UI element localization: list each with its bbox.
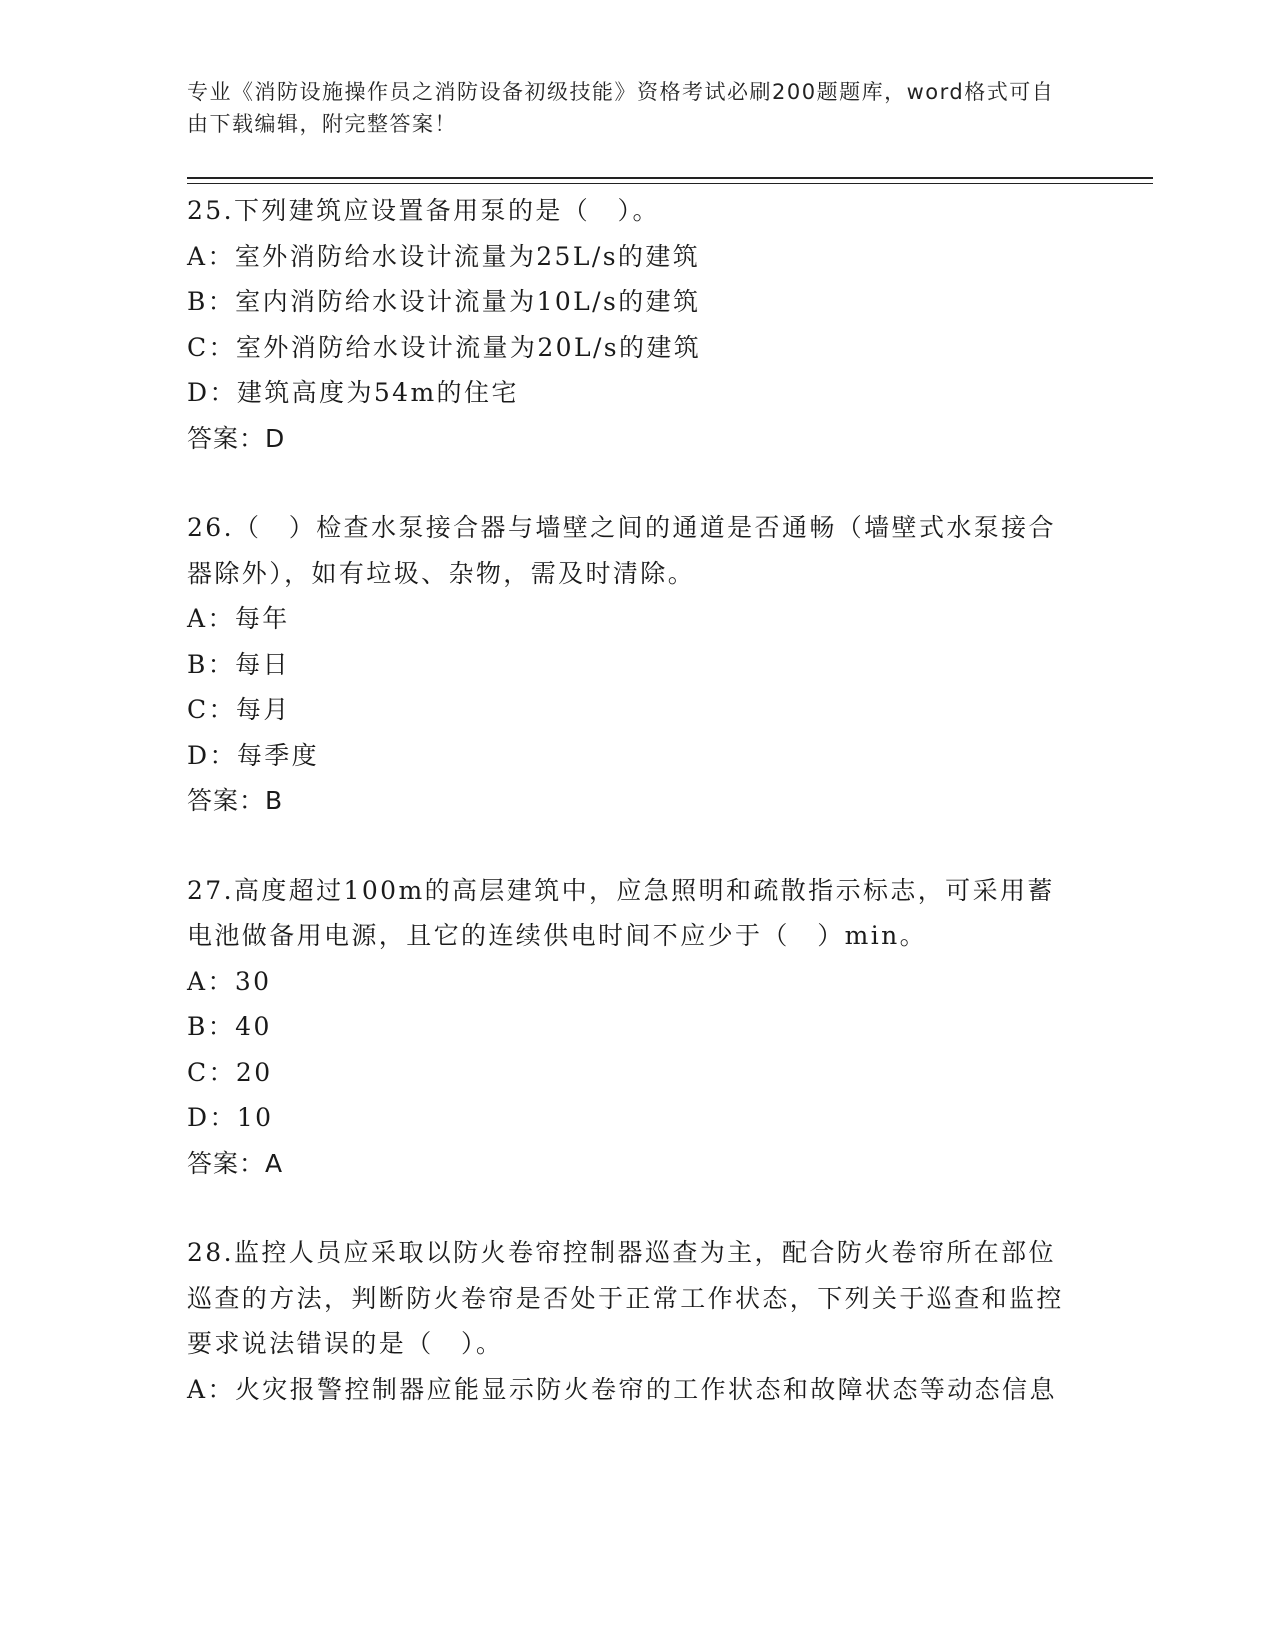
option-a: A：每年	[187, 604, 290, 633]
question-stem: 26.（ ）检查水泵接合器与墙壁之间的通道是否通畅（墙壁式水泵接合器除外），如有垃圾、杂物，需及时清除。	[187, 513, 1056, 588]
page-header: 专业《消防设施操作员之消防设备初级技能》资格考试必刷200题题库，word格式可自由下载编辑，附完整答案！	[187, 80, 1055, 136]
question-stem: 28.监控人员应采取以防火卷帘控制器巡查为主，配合防火卷帘所在部位巡查的方法，判断防火卷帘是否处于正常工作状态，下列关于巡查和监控要求说法错误的是（ ）。	[187, 1238, 1064, 1358]
question-27	[187, 868, 1077, 1187]
option-b: B：室内消防给水设计流量为10L/s的建筑	[187, 287, 701, 316]
option-c: C：20	[187, 1057, 273, 1087]
header-divider-thick	[187, 177, 1153, 179]
answer-label: 答案：A	[187, 1148, 284, 1178]
header-divider-thin	[187, 183, 1153, 184]
question-stem: 25.下列建筑应设置备用泵的是（ ）。	[187, 196, 660, 225]
option-b: B：40	[187, 1012, 272, 1041]
answer-label: 答案：B	[187, 786, 284, 815]
option-d: D：10	[187, 1103, 274, 1132]
answer-label: 答案：D	[187, 423, 286, 453]
question-28	[187, 1230, 1077, 1412]
option-a: A：室外消防给水设计流量为25L/s的建筑	[187, 241, 701, 271]
question-stem: 27.高度超过100m的高层建筑中，应急照明和疏散指示标志，可采用蓄电池做备用电源，且它的连续供电时间不应少于（ ）min。	[187, 875, 1055, 950]
option-c: C：每月	[187, 695, 291, 724]
option-b: B：每日	[187, 649, 290, 679]
question-list	[187, 188, 1077, 1412]
option-c: C：室外消防给水设计流量为20L/s的建筑	[187, 332, 702, 362]
option-a: A：30	[187, 966, 272, 996]
question-26	[187, 505, 1077, 824]
option-d: D：每季度	[187, 740, 320, 770]
option-d: D：建筑高度为54m的住宅	[187, 378, 519, 407]
question-25	[187, 188, 1077, 461]
option-a: A：火灾报警控制器应能显示防火卷帘的工作状态和故障状态等动态信息	[187, 1374, 1057, 1404]
